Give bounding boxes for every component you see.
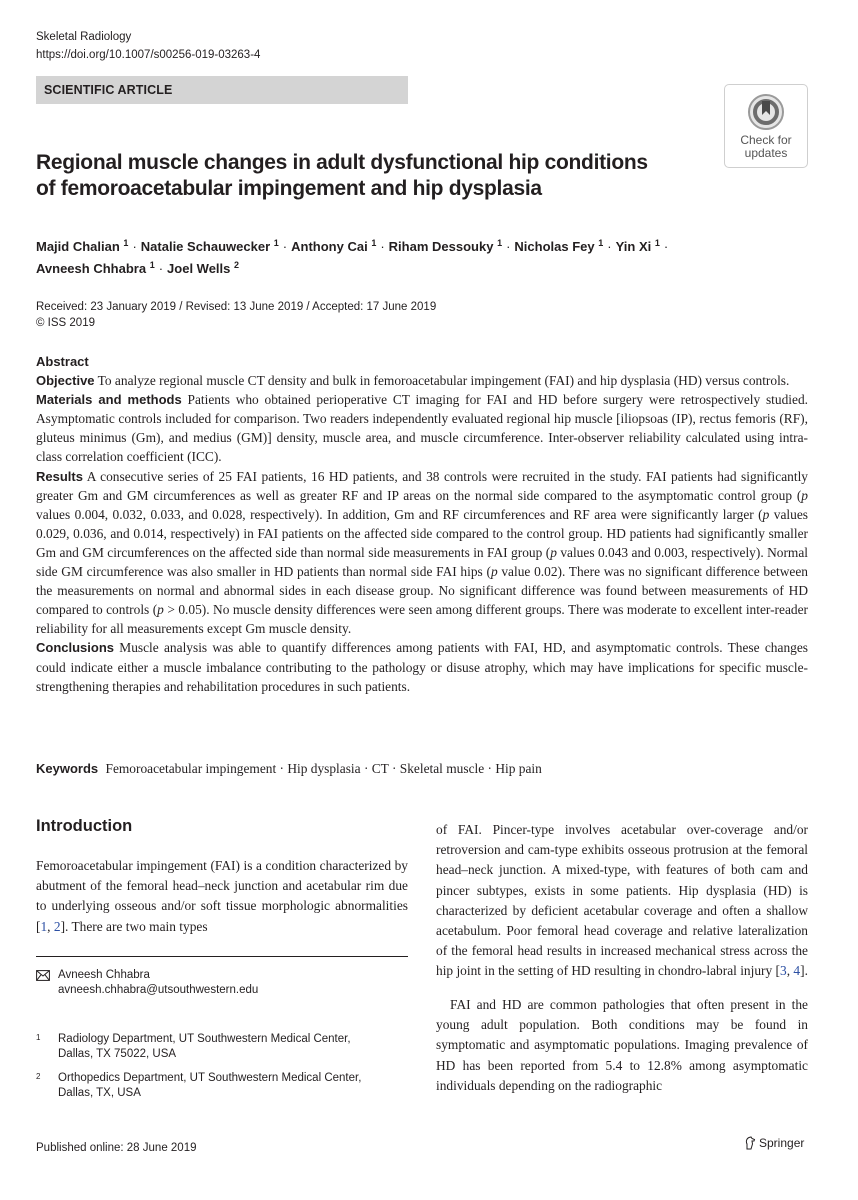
abstract-heading: Abstract (36, 354, 89, 369)
methods-label: Materials and methods (36, 392, 182, 408)
p-symbol: p (801, 487, 808, 503)
results-text: value 0.02). There was no significant difference between the measurements on normal and abnormal sides in each disease group. No significant difference was found between measurements of HD compared to controls ( (36, 564, 808, 618)
abstract-objective (36, 371, 808, 390)
author-name[interactable]: Yin Xi (615, 239, 652, 254)
copyright-icon: © (36, 317, 48, 329)
badge-text-line2: updates (744, 146, 788, 160)
corresponding-email[interactable]: avneesh.chhabra@utsouthwestern.edu (58, 984, 259, 996)
affiliation-number: 2 (36, 1072, 41, 1081)
introduction-heading: Introduction (36, 817, 133, 835)
p-symbol: p (490, 564, 498, 580)
p-symbol: p (550, 544, 557, 560)
footnote-divider (36, 956, 408, 957)
publisher-logo[interactable] (744, 1136, 804, 1150)
author-affiliation: 2 (234, 260, 240, 270)
keywords-section (36, 760, 808, 778)
author-name[interactable]: Majid Chalian (36, 239, 120, 254)
title-line-2: of femoroacetabular impingement and hip dysplasia (36, 177, 542, 200)
corresponding-name: Avneesh Chhabra (58, 969, 150, 981)
publisher-name: Springer (759, 1136, 805, 1150)
affiliation-line: Orthopedics Department, UT Southwestern Medical Center, (58, 1072, 362, 1084)
author-name[interactable]: Nicholas Fey (514, 239, 595, 254)
p-symbol: p (762, 506, 770, 522)
abstract-results (36, 467, 808, 639)
article-title (36, 150, 676, 202)
author-name[interactable]: Natalie Schauwecker (140, 239, 271, 254)
author-name[interactable]: Riham Dessouky (388, 239, 494, 254)
affiliation-1 (36, 1032, 351, 1062)
article-type-banner: SCIENTIFIC ARTICLE (36, 76, 408, 104)
abstract-methods (36, 390, 808, 466)
author-affiliation: 1 (497, 238, 503, 248)
introduction-paragraph: FAI and HD are common pathologies that often present in the young adult population. Both conditions may be found in symptomatic and asymptomatic populations. Imaging prevalence of HD has been reported from 5.4 to 12.8% among asymptomatic individuals depending on the radiographic (436, 997, 808, 1093)
abstract-conclusions (36, 638, 808, 695)
keywords-label: Keywords (36, 761, 99, 776)
author-affiliation: 1 (273, 238, 279, 248)
check-for-updates-badge[interactable] (724, 84, 808, 168)
affiliation-2 (36, 1071, 361, 1101)
author-affiliation: 1 (371, 238, 377, 248)
p-symbol: p (157, 602, 164, 618)
paragraph-text: ]. (800, 963, 808, 979)
introduction-paragraph: of FAI. Pincer-type involves acetabular over-coverage and/or retroversion and cam-type exhibits osseous protrusion at the femoral head–neck junction. A mixed-type, with features of both cam and pincer subtypes, exists in some patients. Hip dysplasia (HD) is characterized by deficient acetabular coverage and often a shallow acetabulum. Poor femoral head coverage and relative lateralization of the femoral head results in increased mechanical stress across the hip joint in the setting of HD resulting in chondro-labral injury [3, 4]. (436, 822, 808, 979)
results-text: values 0.043 and 0.003, respectively). Normal side GM circumference was also smaller in HD patients than normal side FAI hips ( (36, 544, 808, 580)
results-text: A consecutive series of 25 FAI patients, 16 HD patients, and 38 controls were recruited in the study. FAI patients had significantly greater Gm and GM circumferences as well as greater RF and IP areas on the normal side compared to the asymptomatic control group ( (36, 468, 808, 503)
citation-link[interactable]: 4 (793, 963, 801, 979)
objective-label: Objective (36, 373, 95, 389)
objective-text: To analyze regional muscle CT density and bulk in femoroacetabular impingement (FAI) and hip dysplasia (HD) versus controls. (97, 373, 790, 389)
published-date: Published online: 28 June 2019 (36, 1142, 197, 1154)
journal-name: Skeletal Radiology (36, 31, 132, 43)
badge-text-line1: Check for (740, 133, 792, 147)
conclusions-text: Muscle analysis was able to quantify differences among patients with FAI, HD, and asymptomatic controls. These changes could indicate either a muscle imbalance contributing to the pathology or disuse atrophy, which may have implications for specific muscle-strengthening therapies and rehabilitation procedures in such patients. (36, 640, 808, 694)
methods-text: Patients who obtained perioperative CT imaging for FAI and HD before surgery were retrospectively studied. Asymptomatic controls included for comparison. Two readers independently evaluated regional hip muscle [iliopsoas (IP), rectus femoris (RF), gluteus minimus (Gm), and medius (GM)] density, muscle area, and muscle circumference. Inter-observer reliability calculated using intra-class correlation coefficient (ICC). (36, 392, 808, 465)
author-name[interactable]: Avneesh Chhabra (36, 261, 147, 276)
copyright-holder: ISS 2019 (47, 317, 95, 329)
springer-horse-icon (744, 1136, 756, 1150)
introduction-paragraph: Femoroacetabular impingement (FAI) is a condition characterized by abutment of the femoral head–neck junction and acetabular rim due to underlying osseous and/or soft tissue morphologic abnormalities [1, 2]. There are two main types (36, 858, 408, 934)
citation-link[interactable]: 2 (53, 918, 61, 934)
author-affiliation: 1 (149, 260, 155, 270)
citation-link[interactable]: 1 (40, 918, 48, 934)
citation-link[interactable]: 3 (780, 963, 787, 979)
paragraph-text: of FAI. Pincer-type involves acetabular over-coverage and/or retroversion and cam-type exhibits osseous protrusion at the femoral head–neck junction. A mixed-type, with features of both cam and pincer subtypes, exists in some patients. Hip dysplasia (HD) is characterized by deficient acetabular coverage and often a shallow acetabulum. Poor femoral head coverage and relative lateralization of the femoral head results in increased mechanical stress across the hip joint in the setting of HD resulting in chondro-labral injury [ (436, 822, 808, 979)
results-text: > 0.05). No muscle density differences were seen among different groups. There was moderate to excellent inter-reader reliability for all measurements except Gm muscle density. (36, 602, 808, 637)
conclusions-label: Conclusions (36, 640, 115, 656)
keywords-text: Femoroacetabular impingement · Hip dysplasia · CT · Skeletal muscle · Hip pain (105, 761, 542, 776)
title-line-1: Regional muscle changes in adult dysfunctional hip conditions (36, 151, 648, 174)
paragraph-text: Femoroacetabular impingement (FAI) is a condition characterized by abutment of the femoral head–neck junction and acetabular rim due to underlying osseous and/or soft tissue morphologic abnormalities [ (36, 858, 408, 934)
results-text: values 0.004, 0.032, 0.033, and 0.028, respectively). In addition, Gm and RF circumferences and RF area were significantly larger ( (36, 506, 763, 522)
envelope-icon (36, 970, 50, 981)
affiliation-line: Dallas, TX 75022, USA (58, 1048, 177, 1060)
paragraph-text: ]. There are two main types (60, 918, 208, 934)
affiliation-line: Dallas, TX, USA (58, 1087, 141, 1099)
corresponding-author (36, 968, 258, 998)
author-affiliation: 1 (123, 238, 129, 248)
affiliation-line: Radiology Department, UT Southwestern Medical Center, (58, 1033, 351, 1045)
copyright-line (36, 316, 95, 330)
author-affiliation: 1 (598, 238, 604, 248)
article-dates: Received: 23 January 2019 / Revised: 13 June 2019 / Accepted: 17 June 2019 (36, 301, 437, 313)
results-text: values 0.029, 0.036, and 0.014, respectively) in FAI patients on the affected side compared to the control group. HD patients had significantly smaller Gm and GM circumferences on the affected side than normal side measurements in FAI group ( (36, 506, 808, 560)
author-affiliation: 1 (654, 238, 660, 248)
author-list: Majid Chalian $^1$ · Natalie Schauwecker $^1$ · Anthony Cai $^1$ · Riham Dessouky $^1$ · Nicholas Fey $^1$ · Yin Xi $^1$ · Avneesh Chhabra $^1$ · Joel Wells $^2$ (36, 238, 669, 276)
author-name[interactable]: Joel Wells (167, 261, 231, 276)
abstract-section (36, 352, 808, 696)
doi-link[interactable]: https://doi.org/10.1007/s00256-019-03263-4 (36, 49, 261, 61)
author-name[interactable]: Anthony Cai (291, 239, 368, 254)
check-for-updates-icon (747, 93, 785, 131)
affiliation-number: 1 (36, 1033, 41, 1042)
results-label: Results (36, 468, 83, 484)
